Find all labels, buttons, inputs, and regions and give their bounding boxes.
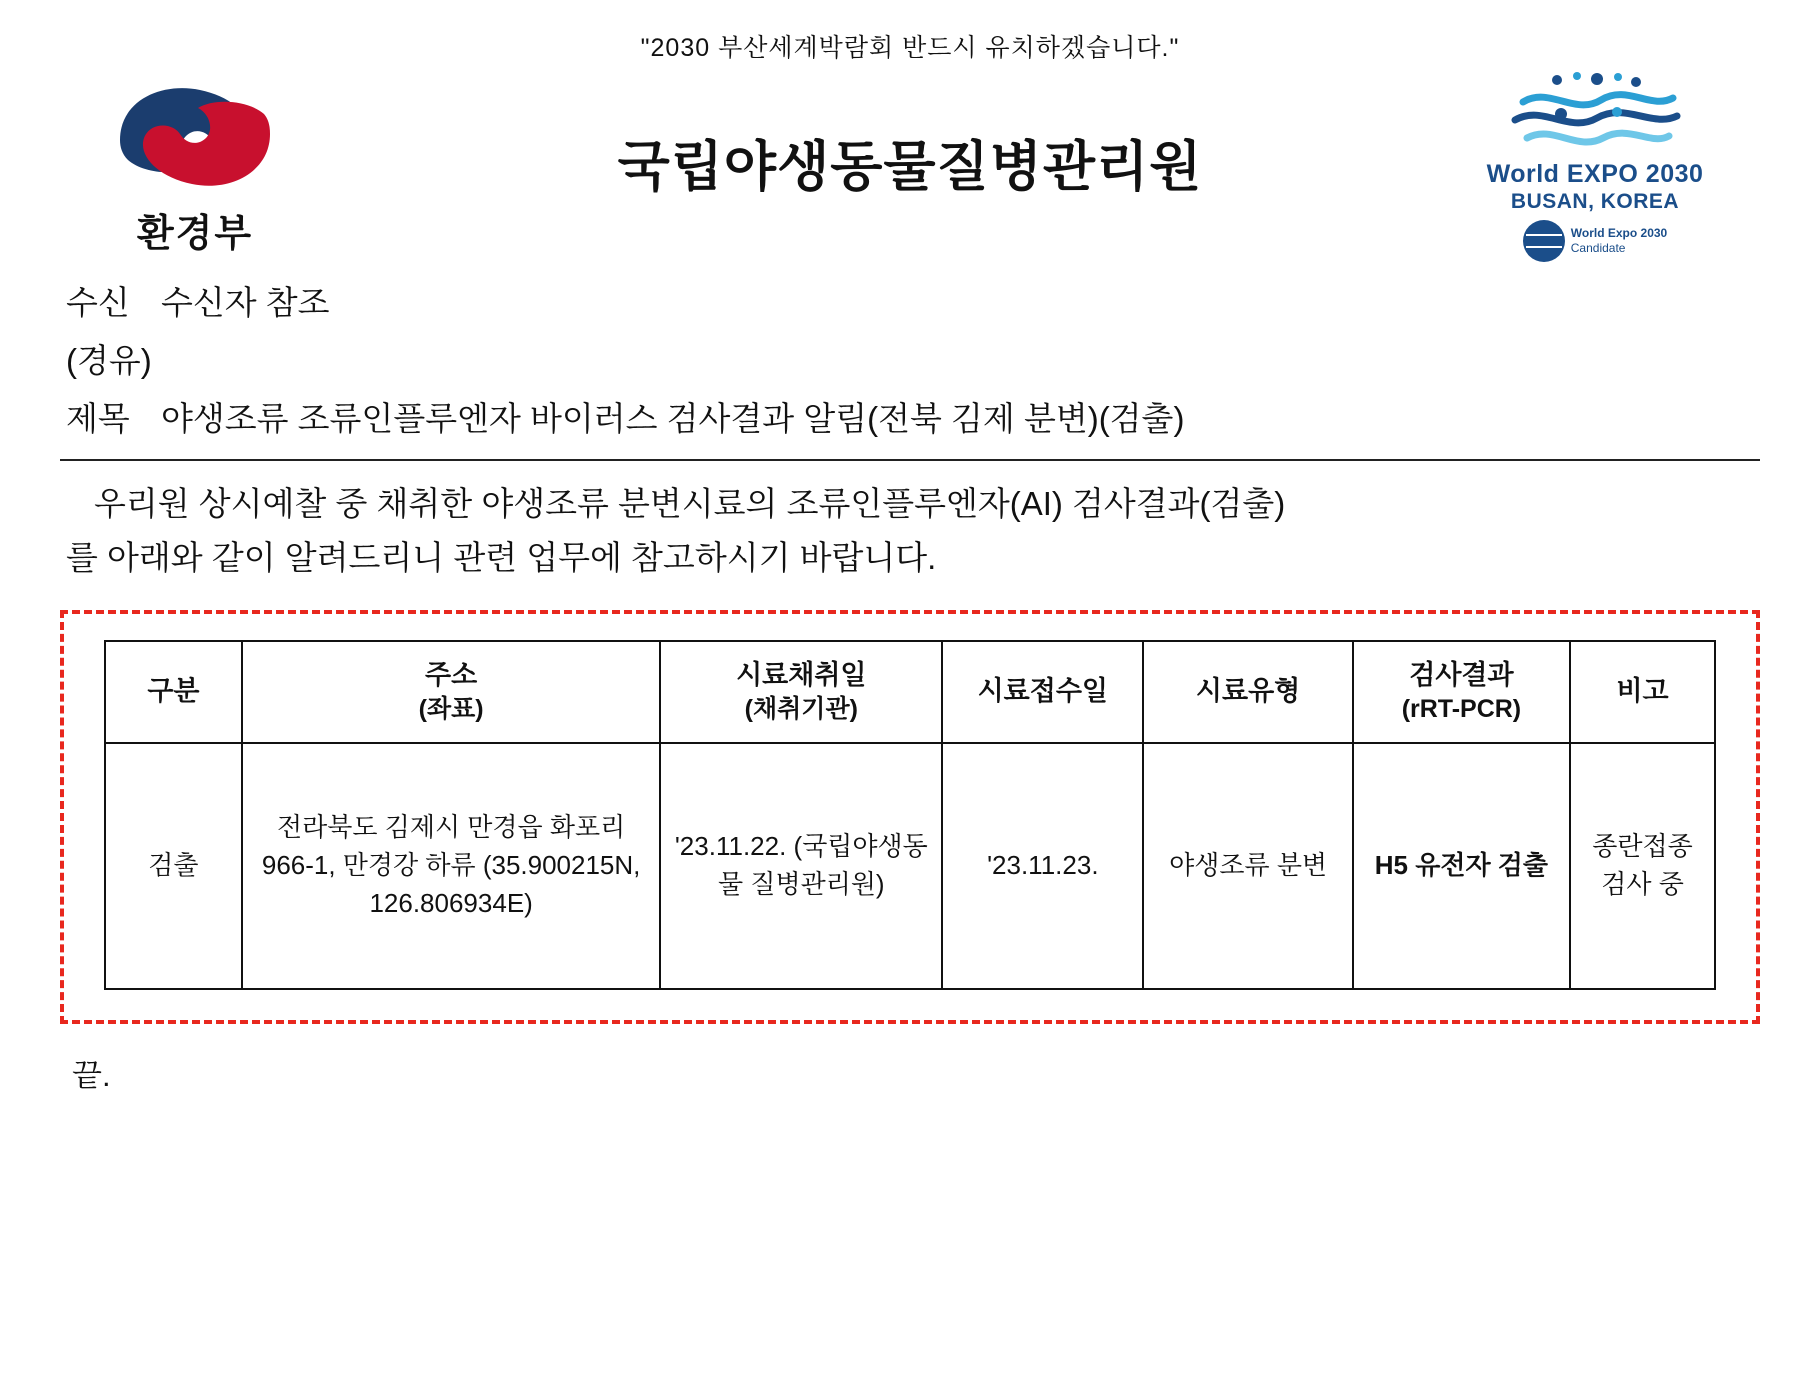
- letter-body: [60, 477, 1760, 584]
- cell-remarks: 종란접종 검사 중: [1570, 743, 1715, 989]
- recipient-value: 수신자 참조: [161, 284, 330, 321]
- subject-value: 야생조류 조류인플루엔자 바이러스 검사결과 알림(전북 김제 분변)(검출): [161, 399, 1185, 437]
- expo-subtitle: BUSAN, KOREA: [1510, 189, 1680, 213]
- expo-title: World EXPO 2030: [1486, 160, 1704, 188]
- recipient-label: 수신: [66, 284, 130, 321]
- expo-candidate-line2: Candidate: [1570, 240, 1626, 255]
- subject-label: 제목: [66, 399, 130, 437]
- header-cell-receipt-date: [942, 641, 1143, 743]
- header-main: 시료유형: [1195, 676, 1301, 707]
- header-main: 주소: [425, 660, 478, 691]
- via-row: [66, 332, 1760, 390]
- header-main: 비고: [1616, 676, 1669, 707]
- letter-meta: [60, 274, 1760, 447]
- ministry-name: 환경부: [136, 213, 254, 255]
- cell-collection-date: '23.11.22. (국립야생동물 질병관리원): [660, 743, 942, 989]
- body-line-2: 를 아래와 같이 알려드리니 관련 업무에 참고하시기 바랍니다.: [66, 538, 937, 576]
- cell-sample-type: 야생조류 분변: [1143, 743, 1352, 989]
- table-header-row: [105, 641, 1715, 743]
- header-cell-test-result: [1353, 641, 1570, 743]
- page-title: 국립야생동물질병관리원: [617, 137, 1203, 197]
- header-cell-collection-date: [660, 641, 942, 743]
- subject-row: [66, 390, 1760, 448]
- result-table: [104, 640, 1716, 990]
- header-main: 시료채취일: [736, 660, 867, 691]
- header-divider: [60, 459, 1760, 461]
- cell-test-result: H5 유전자 검출: [1353, 743, 1570, 989]
- body-line-1: 우리원 상시예찰 중 채취한 야생조류 분변시료의 조류인플루엔자(AI) 검사결과(검출): [94, 485, 1286, 523]
- recipient-row: [66, 274, 1760, 332]
- expo-logo: [1470, 68, 1720, 262]
- header-cell-address: [242, 641, 661, 743]
- header-main: 시료접수일: [977, 676, 1109, 707]
- slogan-text: "2030 부산세계박람회 반드시 유치하겠습니다.": [640, 34, 1180, 62]
- expo-globe-icon: [1523, 220, 1565, 262]
- cell-division: 검출: [105, 743, 242, 989]
- cell-address: 전라북도 김제시 만경읍 화포리 966-1, 만경강 하류 (35.900215N, 126.806934E): [242, 743, 661, 989]
- header-sub: (rRT-PCR): [1401, 695, 1522, 724]
- end-mark: 끝.: [72, 1057, 111, 1093]
- document-header: [60, 64, 1760, 264]
- expo-candidate-badge: [1470, 220, 1720, 262]
- expo-waves-icon: [1505, 68, 1685, 160]
- header-main: 검사결과: [1409, 660, 1514, 691]
- header-sub: (좌표): [418, 695, 484, 724]
- header-cell-sample-type: [1143, 641, 1352, 743]
- table-row: [105, 743, 1715, 989]
- header-cell-division: [105, 641, 242, 743]
- via-label: (경유): [66, 341, 152, 379]
- result-highlight-box: [60, 610, 1760, 1024]
- header-main: 구분: [147, 676, 200, 707]
- expo-candidate-line1: World Expo 2030: [1570, 225, 1668, 240]
- cell-receipt-date: '23.11.23.: [942, 743, 1143, 989]
- header-sub: (채취기관): [744, 695, 858, 724]
- header-cell-remarks: [1570, 641, 1715, 743]
